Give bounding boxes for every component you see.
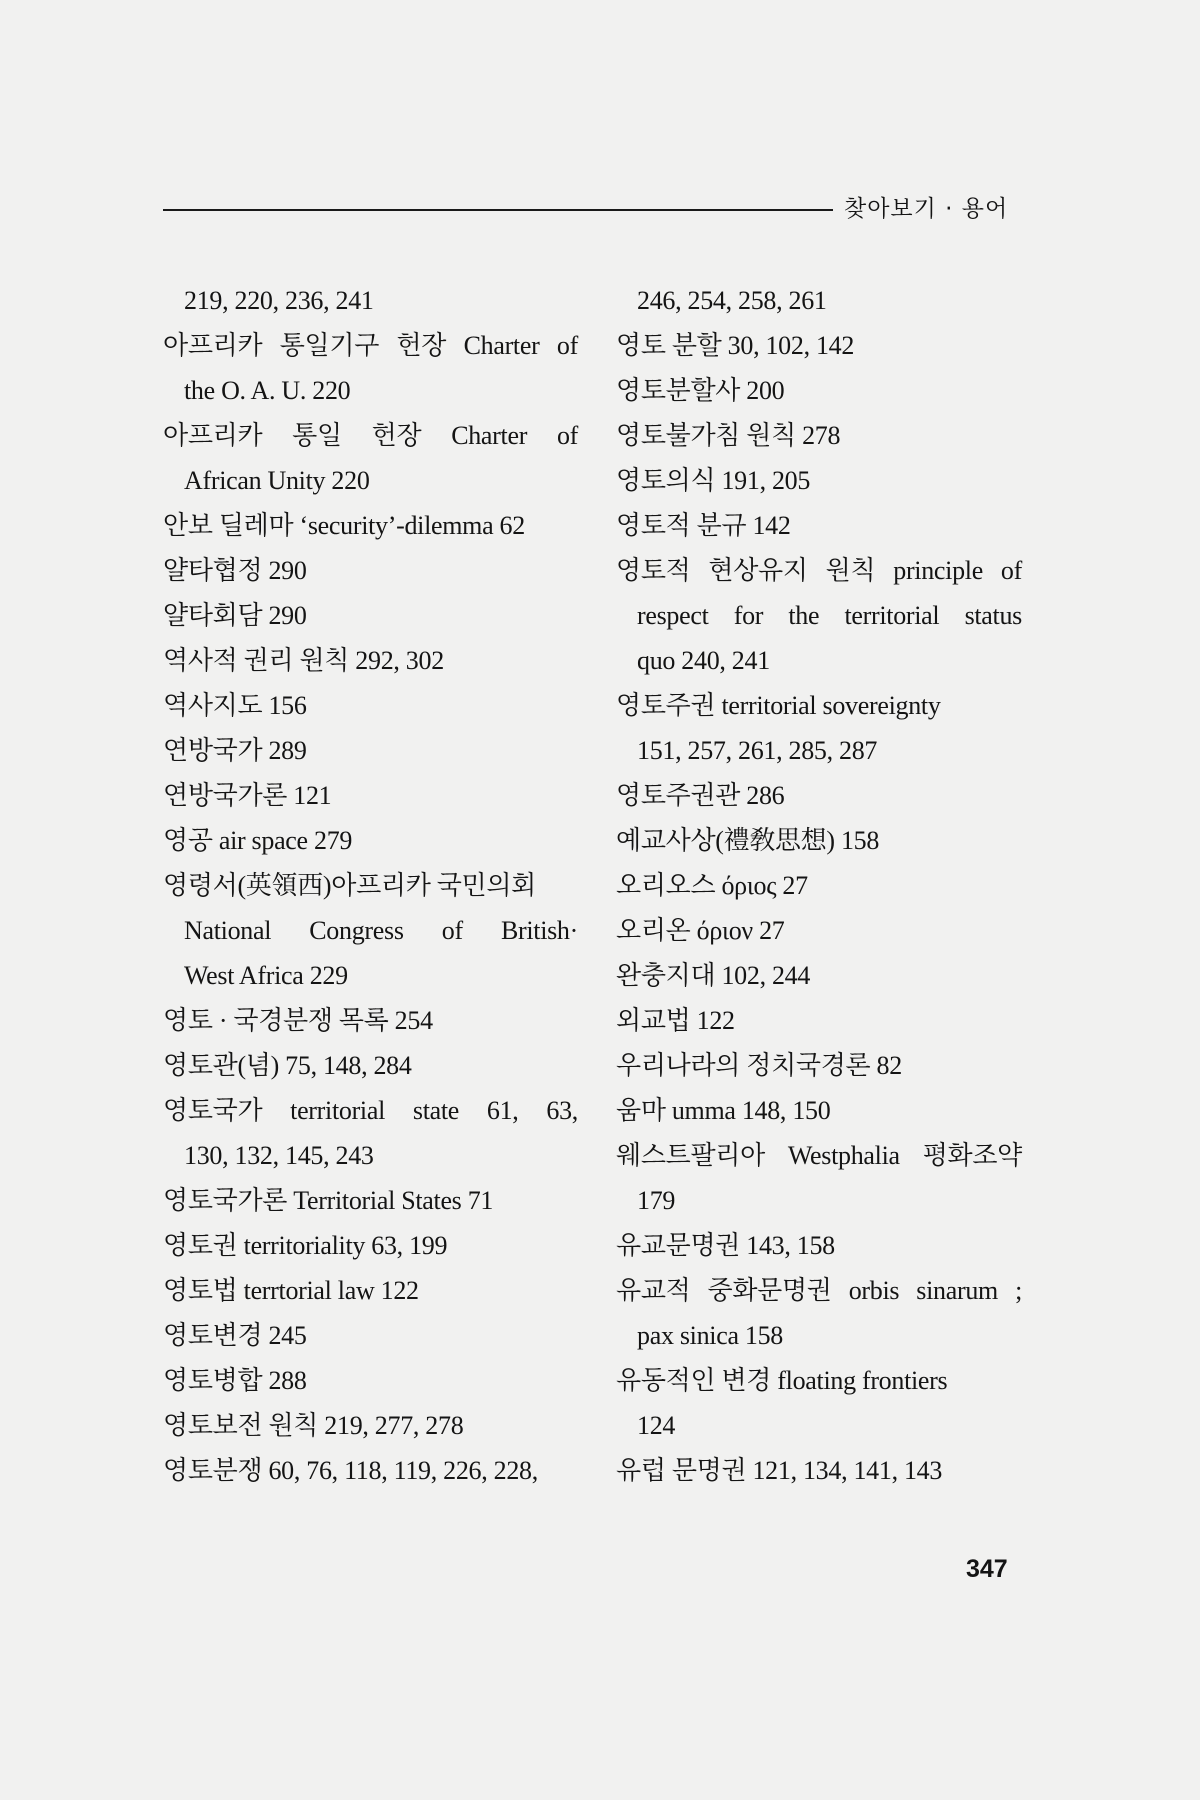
index-entry-continuation: 219, 220, 236, 241 [184, 286, 374, 315]
index-entry-continuation: 179 [637, 1186, 676, 1215]
index-entry: 아프리카 통일 헌장 Charter of [163, 421, 578, 450]
index-entry: 영토권 territoriality 63, 199 [163, 1231, 448, 1260]
index-entry: 영토관(념) 75, 148, 284 [163, 1051, 412, 1080]
index-entry: 연방국가론 121 [163, 781, 332, 810]
index-entry: 유동적인 변경 floating frontiers [616, 1366, 948, 1395]
index-entry: 유교문명권 143, 158 [616, 1231, 835, 1260]
index-entry: 완충지대 102, 244 [616, 961, 811, 990]
index-entry: 영토의식 191, 205 [616, 466, 811, 495]
index-entry: 예교사상(禮敎思想) 158 [616, 826, 880, 855]
index-entry-continuation: National Congress of British· [184, 916, 578, 945]
index-entry: 영토국가론 Territorial States 71 [163, 1186, 494, 1215]
index-entry: 오리온 όριον 27 [616, 916, 785, 945]
index-entry-continuation: the O. A. U. 220 [184, 376, 351, 405]
header-rule [163, 209, 833, 211]
index-entry: 영토변경 245 [163, 1321, 307, 1350]
index-entry: 아프리카 통일기구 헌장 Charter of [163, 331, 578, 360]
index-entry: 영토병합 288 [163, 1366, 307, 1395]
index-entry: 영토분쟁 60, 76, 118, 119, 226, 228, [163, 1456, 538, 1485]
index-entry: 영토보전 원칙 219, 277, 278 [163, 1411, 464, 1440]
index-entry: 영토주권 territorial sovereignty [616, 691, 941, 720]
page-number: 347 [966, 1555, 1008, 1583]
index-entry: 영토 · 국경분쟁 목록 254 [163, 1006, 433, 1035]
index-entry: 영토적 분규 142 [616, 511, 791, 540]
index-entry: 영공 air space 279 [163, 826, 353, 855]
index-entry: 영령서(英領西)아프리카 국민의회 [163, 871, 536, 900]
index-entry: 영토적 현상유지 원칙 principle of [616, 556, 1022, 585]
index-entry: 웨스트팔리아 Westphalia 평화조약 [616, 1141, 1022, 1170]
index-entry-continuation: quo 240, 241 [637, 646, 770, 675]
index-entry: 영토 분할 30, 102, 142 [616, 331, 855, 360]
index-entry: 얄타협정 290 [163, 556, 307, 585]
index-entry: 우리나라의 정치국경론 82 [616, 1051, 902, 1080]
index-entry-continuation: 151, 257, 261, 285, 287 [637, 736, 878, 765]
index-entry-continuation: African Unity 220 [184, 466, 370, 495]
index-entry: 연방국가 289 [163, 736, 307, 765]
index-entry: 영토국가 territorial state 61, 63, [163, 1096, 578, 1125]
index-entry: 움마 umma 148, 150 [616, 1096, 831, 1125]
index-entry: 역사적 권리 원칙 292, 302 [163, 646, 444, 675]
index-entry: 영토불가침 원칙 278 [616, 421, 841, 450]
running-head: 찾아보기 · 용어 [844, 196, 1009, 222]
index-entry-continuation: pax sinica 158 [637, 1321, 783, 1350]
index-entry-continuation: respect for the territorial status [637, 601, 1022, 630]
index-column-left [163, 278, 578, 1493]
index-entry: 안보 딜레마 ‘security’-dilemma 62 [163, 511, 525, 540]
index-entry: 영토법 terrtorial law 122 [163, 1276, 419, 1305]
index-entry: 오리오스 όριος 27 [616, 871, 808, 900]
index-entry-continuation: West Africa 229 [184, 961, 348, 990]
index-column-right [616, 278, 1022, 1493]
index-entry: 역사지도 156 [163, 691, 307, 720]
index-entry: 유교적 중화문명권 orbis sinarum ; [616, 1276, 1022, 1305]
index-entry: 영토분할사 200 [616, 376, 785, 405]
index-entry: 영토주권관 286 [616, 781, 785, 810]
index-entry: 얄타회담 290 [163, 601, 307, 630]
index-entry-continuation: 130, 132, 145, 243 [184, 1141, 374, 1170]
index-entry: 유럽 문명권 121, 134, 141, 143 [616, 1456, 943, 1485]
index-entry: 외교법 122 [616, 1006, 735, 1035]
index-entry-continuation: 124 [637, 1411, 676, 1440]
index-entry-continuation: 246, 254, 258, 261 [637, 286, 827, 315]
